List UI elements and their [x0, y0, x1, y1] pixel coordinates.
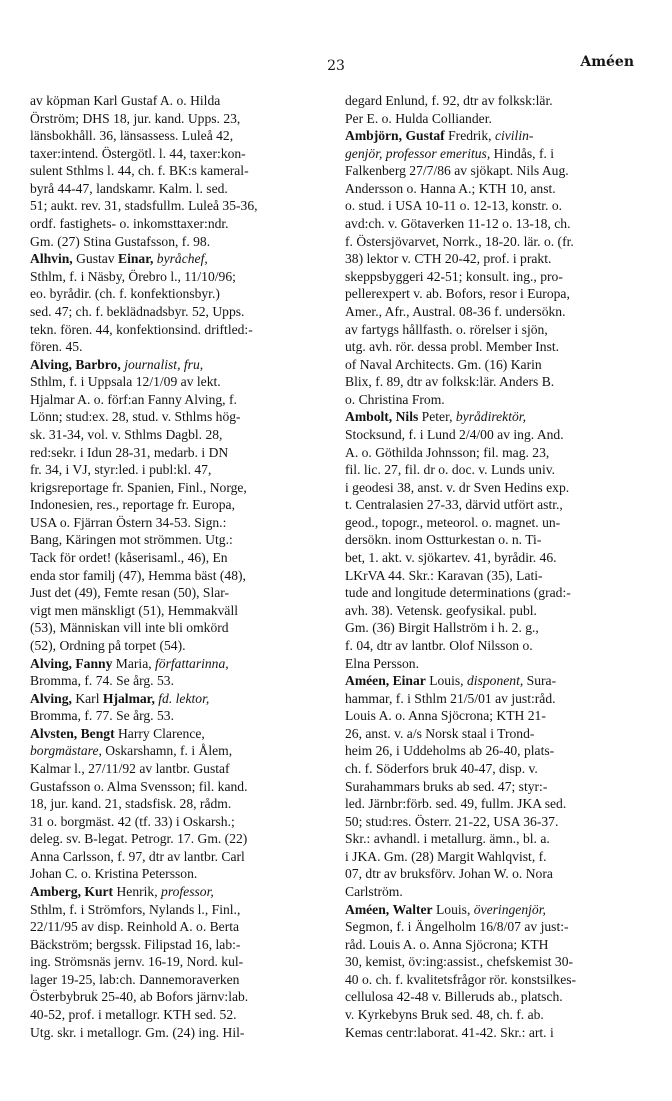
- text-line: [30, 584, 310, 602]
- entry-name: Alhvin,: [30, 251, 73, 267]
- text-line: [345, 1024, 637, 1042]
- text-line: [30, 444, 310, 462]
- text-line: [30, 795, 310, 813]
- text-line: [345, 514, 637, 532]
- text-run: geod., topogr., meteorol. o. magnet. un-: [345, 514, 561, 530]
- text-run: Utg. skr. i metallogr. Gm. (24) ing. Hil-: [30, 1024, 245, 1040]
- text-line: [345, 813, 637, 831]
- text-run: tekn. fören. 44, konfektionsind. driftled:-: [30, 321, 253, 337]
- text-run: 26, anst. v. a/s Norsk staal i Trond-: [345, 725, 535, 741]
- text-line: [345, 531, 637, 549]
- text-run: Amer., Afr., Austral. 08-36 f. undersökn.: [345, 303, 566, 319]
- text-line: [345, 373, 637, 391]
- text-line: [345, 391, 637, 409]
- entry-name: Hjalmar,: [102, 690, 155, 706]
- text-run: led. Järnbr:förb. sed. 49, fullm. JKA sed.: [345, 796, 567, 812]
- text-run: deleg. sv. B-legat. Petrogr. 17. Gm. (22): [30, 831, 248, 847]
- text-run: 30, kemist, öv:ing:assist., chefskemist 30-: [345, 954, 574, 970]
- text-run: Sthlm, f. i Näsby, Örebro l., 11/10/96;: [30, 268, 236, 284]
- text-run: avd:ch. v. Götaverken 11-12 o. 13-18, ch.: [345, 216, 571, 232]
- text-line: [30, 848, 310, 866]
- text-run: 22/11/95 av disp. Reinhold A. o. Berta: [30, 919, 240, 935]
- entry-name: Ambjörn,: [345, 128, 403, 144]
- text-line: [345, 479, 637, 497]
- text-line: [345, 92, 637, 110]
- text-line: [30, 988, 310, 1006]
- text-line: [345, 250, 637, 268]
- text-run: fil. lic. 27, fil. dr o. doc. v. Lunds univ.: [345, 462, 556, 478]
- text-line: [30, 92, 310, 110]
- text-line: [30, 461, 310, 479]
- text-run: Blix, f. 89, dtr av folksk:lär. Anders B.: [345, 374, 555, 390]
- text-line: [345, 1006, 637, 1024]
- text-line: [345, 110, 637, 128]
- text-line: [30, 953, 310, 971]
- text-line: [30, 778, 310, 796]
- text-run: fr. 34, i VJ, styr:led. i publ:kl. 47,: [30, 462, 212, 478]
- text-run: krigsreportage fr. Spanien, Finl., Norge,: [30, 479, 247, 495]
- text-line: [345, 197, 637, 215]
- entry-title: fd. lektor,: [158, 690, 210, 706]
- running-head: Améen: [580, 54, 634, 70]
- text-line: [30, 180, 310, 198]
- text-line: [345, 321, 637, 339]
- text-line: [30, 197, 310, 215]
- text-line: [345, 215, 637, 233]
- entry-name: Alving,: [30, 690, 72, 706]
- text-run: Kemas centr:laborat. 41-42. Skr.: art. i: [345, 1024, 554, 1040]
- text-run: Österbybruk 25-40, ab Bofors järnv:lab.: [30, 989, 249, 1005]
- text-run: råd. Louis A. o. Anna Sjöcrona; KTH: [345, 936, 549, 952]
- text-line: [30, 971, 310, 989]
- text-line: [30, 830, 310, 848]
- text-run: Sthlm, f. i Uppsala 12/1/09 av lekt.: [30, 374, 221, 390]
- text-run: i JKA. Gm. (28) Margit Wahlqvist, f.: [345, 848, 547, 864]
- text-run: eo. byrådir. (ch. f. konfektionsbyr.): [30, 286, 220, 302]
- entry-title: författarinna,: [155, 655, 229, 671]
- text-run: Anna Carlsson, f. 97, dtr av lantbr. Carl: [30, 848, 245, 864]
- text-run: tude and longitude determinations (grad:-: [345, 585, 571, 601]
- entry-name: Améen,: [345, 673, 390, 689]
- entry-name: Bengt: [80, 725, 115, 741]
- text-line: [30, 865, 310, 883]
- text-line: [30, 690, 310, 708]
- text-run: 50; stud:res. Österr. 21-22, USA 36-37.: [345, 813, 559, 829]
- text-run: Oskarshamn, f. i Ålem,: [101, 743, 233, 759]
- text-run: länsbokhåll. 36, länsassess. Luleå 42,: [30, 128, 234, 144]
- text-run: enda stor familj (47), Hemma bäst (48),: [30, 567, 246, 583]
- entry-name: Alvsten,: [30, 725, 78, 741]
- text-run: Carlström.: [345, 884, 403, 900]
- text-line: [345, 918, 637, 936]
- text-run: red:sekr. i Idun 28-31, medarb. i DN: [30, 444, 229, 460]
- entry-name: Gustaf: [405, 128, 445, 144]
- text-run: Hindås, f. i: [490, 145, 555, 161]
- text-line: [345, 356, 637, 374]
- text-run: heim 26, i Uddeholms ab 26-40, plats-: [345, 743, 555, 759]
- text-run: Hjalmar A. o. förf:an Fanny Alving, f.: [30, 391, 237, 407]
- text-line: [345, 496, 637, 514]
- entry-name: Ambolt,: [345, 409, 393, 425]
- text-run: Just det (49), Femte resan (50), Slar-: [30, 585, 230, 601]
- entry-title: borgmästare,: [30, 743, 102, 759]
- text-run: hammar, f. i Sthlm 21/5/01 av just:råd.: [345, 690, 556, 706]
- text-line: [345, 988, 637, 1006]
- text-run: byrå 44-47, landskamr. Kalm. l. sed.: [30, 180, 228, 196]
- text-line: [345, 953, 637, 971]
- text-run: Skr.: avhandl. i metallurg. ämn., bl. a.: [345, 831, 550, 847]
- text-line: [30, 514, 310, 532]
- entry-title: disponent,: [466, 673, 524, 689]
- text-line: [345, 760, 637, 778]
- text-run: Gm. (36) Birgit Hallström i h. 2. g.,: [345, 620, 539, 636]
- text-run: Bromma, f. 74. Se årg. 53.: [30, 673, 174, 689]
- text-line: [345, 971, 637, 989]
- text-run: taxer:intend. Östergötl. l. 44, taxer:kon-: [30, 145, 246, 161]
- text-line: [345, 426, 637, 444]
- text-line: [30, 338, 310, 356]
- text-line: [30, 637, 310, 655]
- text-line: [345, 883, 637, 901]
- text-line: [345, 637, 637, 655]
- text-run: ordf. fastighets- o. inkomsttaxer:ndr.: [30, 216, 229, 232]
- text-run: Louis A. o. Anna Sjöcrona; KTH 21-: [345, 708, 546, 724]
- text-run: f. 04, dtr av lantbr. Olof Nilsson o.: [345, 637, 533, 653]
- text-run: Stocksund, f. i Lund 2/4/00 av ing. And.: [345, 426, 564, 442]
- text-line: [30, 742, 310, 760]
- text-line: [345, 303, 637, 321]
- text-line: [30, 145, 310, 163]
- entry-name: Améen,: [345, 901, 390, 917]
- text-line: [30, 127, 310, 145]
- text-run: Örström; DHS 18, jur. kand. Upps. 23,: [30, 110, 241, 126]
- text-run: o. Christina From.: [345, 391, 445, 407]
- text-run: Peter,: [418, 409, 456, 425]
- text-run: 31 o. borgmäst. 42 (tf. 33) i Oskarsh.;: [30, 813, 235, 829]
- text-line: [30, 725, 310, 743]
- text-line: [30, 496, 310, 514]
- text-line: [30, 356, 310, 374]
- entry-title: genjör, professor emeritus,: [345, 145, 491, 161]
- entry-title: byrådirektör,: [455, 409, 526, 425]
- text-line: [345, 162, 637, 180]
- text-run: sulent Sthlms l. 44, ch. f. BK:s kameral-: [30, 163, 249, 179]
- text-line: [345, 742, 637, 760]
- text-run: Fredrik,: [444, 128, 495, 144]
- text-line: [345, 268, 637, 286]
- text-run: f. Östersjövarvet, Norrk., 18-20. lär. o. (fr.: [345, 233, 574, 249]
- text-line: [345, 444, 637, 462]
- entry-name: Amberg,: [30, 884, 81, 900]
- text-run: avh. 38). Vetensk. geofysikal. publ.: [345, 602, 537, 618]
- text-run: v. Kyrkebyns Bruk sed. 48, ch. f. ab.: [345, 1007, 544, 1023]
- text-line: [345, 707, 637, 725]
- text-line: [30, 268, 310, 286]
- text-line: [30, 303, 310, 321]
- text-line: [345, 549, 637, 567]
- text-line: [30, 531, 310, 549]
- entry-title: byråchef,: [156, 251, 208, 267]
- text-line: [345, 567, 637, 585]
- text-run: Segmon, f. i Ängelholm 16/8/07 av just:-: [345, 919, 569, 935]
- text-line: [30, 373, 310, 391]
- text-line: [30, 567, 310, 585]
- text-run: Falkenberg 27/7/86 av sjökapt. Nils Aug.: [345, 163, 569, 179]
- entry-name: Einar,: [118, 251, 154, 267]
- text-line: [345, 338, 637, 356]
- text-run: av köpman Karl Gustaf A. o. Hilda: [30, 93, 221, 108]
- entry-name: Walter: [392, 901, 433, 917]
- text-run: Bromma, f. 77. Se årg. 53.: [30, 708, 174, 724]
- text-run: t. Centralasien 27-33, därvid utfört astr.,: [345, 497, 563, 513]
- text-line: [345, 725, 637, 743]
- text-run: pellerexpert v. ab. Bofors, resor i Europa,: [345, 286, 570, 302]
- text-run: LKrVA 44. Skr.: Karavan (35), Lati-: [345, 567, 543, 583]
- text-run: degard Enlund, f. 92, dtr av folksk:lär.: [345, 93, 553, 108]
- text-run: 51; aukt. rev. 31, stadsfullm. Luleå 35-36,: [30, 198, 258, 214]
- text-run: 40 o. ch. f. kvalitetsfrågor rör. konstsilkes-: [345, 971, 577, 987]
- text-line: [345, 830, 637, 848]
- text-run: of Naval Architects. Gm. (16) Karin: [345, 356, 542, 372]
- text-run: Gm. (27) Stina Gustafsson, f. 98.: [30, 233, 211, 249]
- text-run: bet, 1. akt. v. sjökartev. 41, byrådir. 46.: [345, 550, 557, 566]
- text-line: [345, 655, 637, 673]
- entry-title: journalist,: [124, 356, 181, 372]
- text-line: [345, 778, 637, 796]
- text-run: (53), Människan vill inte bli omkörd: [30, 620, 229, 636]
- text-run: Maria,: [112, 655, 156, 671]
- text-run: dersökn. inom Ostturkestan o. n. Ti-: [345, 532, 542, 548]
- text-run: Tack för ordet! (kåserisaml., 46), En: [30, 550, 228, 566]
- text-run: ch. f. Söderfors bruk 40-47, disp. v.: [345, 760, 538, 776]
- text-line: [345, 865, 637, 883]
- text-run: Sthlm, f. i Strömfors, Nylands l., Finl.,: [30, 901, 241, 917]
- text-run: Surahammars bruks ab sed. 47; styr:-: [345, 778, 548, 794]
- text-run: Per E. o. Hulda Colliander.: [345, 110, 492, 126]
- text-line: [30, 672, 310, 690]
- text-run: Bäckström; bergssk. Filipstad 16, lab:-: [30, 936, 241, 952]
- text-line: [30, 321, 310, 339]
- text-line: [345, 602, 637, 620]
- entry-name: Alving,: [30, 356, 72, 372]
- text-line: [30, 619, 310, 637]
- text-run: 38) lektor v. CTH 20-42, prof. i prakt.: [345, 251, 552, 267]
- text-line: [345, 233, 637, 251]
- text-line: [30, 936, 310, 954]
- text-run: i geodesi 38, anst. v. dr Sven Hedins exp.: [345, 479, 570, 495]
- text-line: [30, 883, 310, 901]
- text-run: Harry Clarence,: [114, 725, 205, 741]
- text-run: Lönn; stud:ex. 28, stud. v. Sthlms hög-: [30, 409, 241, 425]
- text-line: [345, 848, 637, 866]
- text-line: [345, 408, 637, 426]
- text-run: ing. Strömsnäs jernv. 16-19, Nord. kul-: [30, 954, 244, 970]
- text-line: [30, 901, 310, 919]
- text-line: [345, 795, 637, 813]
- text-line: [30, 549, 310, 567]
- text-line: [30, 285, 310, 303]
- text-run: fören. 45.: [30, 339, 83, 355]
- text-run: o. stud. i USA 10-11 o. 12-13, konstr. o.: [345, 198, 563, 214]
- text-run: USA o. Fjärran Östern 34-53. Sign.:: [30, 514, 227, 530]
- text-run: sk. 31-34, vol. v. Sthlms Dagbl. 28,: [30, 426, 223, 442]
- entry-name: Alving,: [30, 655, 72, 671]
- text-line: [30, 760, 310, 778]
- text-run: utg. avh. rör. dessa probl. Member Inst.: [345, 339, 560, 355]
- entry-title: överingenjör,: [473, 901, 546, 917]
- text-run: Johan C. o. Kristina Petersson.: [30, 866, 198, 882]
- text-line: [30, 1006, 310, 1024]
- text-line: [30, 110, 310, 128]
- text-run: Louis,: [432, 901, 474, 917]
- text-line: [30, 426, 310, 444]
- entry-title: professor,: [161, 884, 214, 900]
- entry-name: Kurt: [84, 884, 114, 900]
- text-line: [30, 918, 310, 936]
- text-run: Gustav: [72, 251, 118, 267]
- text-run: Henrik,: [113, 884, 162, 900]
- text-line: [345, 584, 637, 602]
- text-line: [345, 672, 637, 690]
- right-column: [345, 92, 637, 1041]
- entry-name: Barbro,: [75, 356, 121, 372]
- page-number: 23: [327, 58, 345, 74]
- text-run: 07, dtr av bruksförv. Johan W. o. Nora: [345, 866, 553, 882]
- text-run: av fartygs hållfasth. o. rörelser i sjön,: [345, 321, 548, 337]
- text-line: [345, 461, 637, 479]
- text-run: 18, jur. kand. 21, stadsfisk. 28, rådm.: [30, 796, 232, 812]
- text-run: A. o. Göthilda Johnsson; fil. mag. 23,: [345, 444, 550, 460]
- text-line: [345, 285, 637, 303]
- text-run: Elna Persson.: [345, 655, 420, 671]
- text-run: sed. 47; ch. f. beklädnadsbyr. 52, Upps.: [30, 303, 245, 319]
- text-line: [30, 707, 310, 725]
- text-line: [30, 233, 310, 251]
- text-run: Kalmar l., 27/11/92 av lantbr. Gustaf: [30, 760, 230, 776]
- text-line: [345, 901, 637, 919]
- text-run: Sura-: [523, 673, 557, 689]
- text-line: [30, 655, 310, 673]
- entry-name: Nils: [395, 409, 419, 425]
- text-line: [30, 602, 310, 620]
- text-line: [345, 145, 637, 163]
- text-run: Andersson o. Hanna A.; KTH 10, anst.: [345, 180, 556, 196]
- text-run: vigt men mänskligt (51), Hemmakväll: [30, 602, 239, 618]
- entry-title: civilin-: [494, 128, 534, 144]
- entry-name: Fanny: [75, 655, 113, 671]
- text-run: Gustafsson o. Alma Svensson; fil. kand.: [30, 778, 248, 794]
- text-line: [345, 619, 637, 637]
- text-line: [30, 408, 310, 426]
- text-line: [30, 391, 310, 409]
- text-line: [30, 162, 310, 180]
- text-run: skeppsbyggeri 42-51; konsult. ing., pro-: [345, 268, 563, 284]
- text-line: [345, 936, 637, 954]
- text-line: [30, 250, 310, 268]
- left-column: [30, 92, 310, 1041]
- text-run: lager 19-25, lab:ch. Dannemoraverken: [30, 971, 240, 987]
- text-run: cellulosa 42-48 v. Billeruds ab., platsch.: [345, 989, 563, 1005]
- text-run: Bang, Käringen mot strömmen. Utg.:: [30, 532, 233, 548]
- text-line: [30, 479, 310, 497]
- text-line: [30, 813, 310, 831]
- text-run: Indonesien, res., reportage fr. Europa,: [30, 497, 235, 513]
- entry-name: Einar: [392, 673, 426, 689]
- text-line: [30, 215, 310, 233]
- text-run: (52), Ordning på torpet (54).: [30, 637, 186, 653]
- text-line: [345, 690, 637, 708]
- text-run: Louis,: [425, 673, 467, 689]
- text-line: [345, 127, 637, 145]
- entry-title: fru,: [183, 356, 204, 372]
- text-run: 40-52, prof. i metallogr. KTH sed. 52.: [30, 1007, 237, 1023]
- text-line: [30, 1024, 310, 1042]
- text-run: Karl: [71, 690, 103, 706]
- text-line: [345, 180, 637, 198]
